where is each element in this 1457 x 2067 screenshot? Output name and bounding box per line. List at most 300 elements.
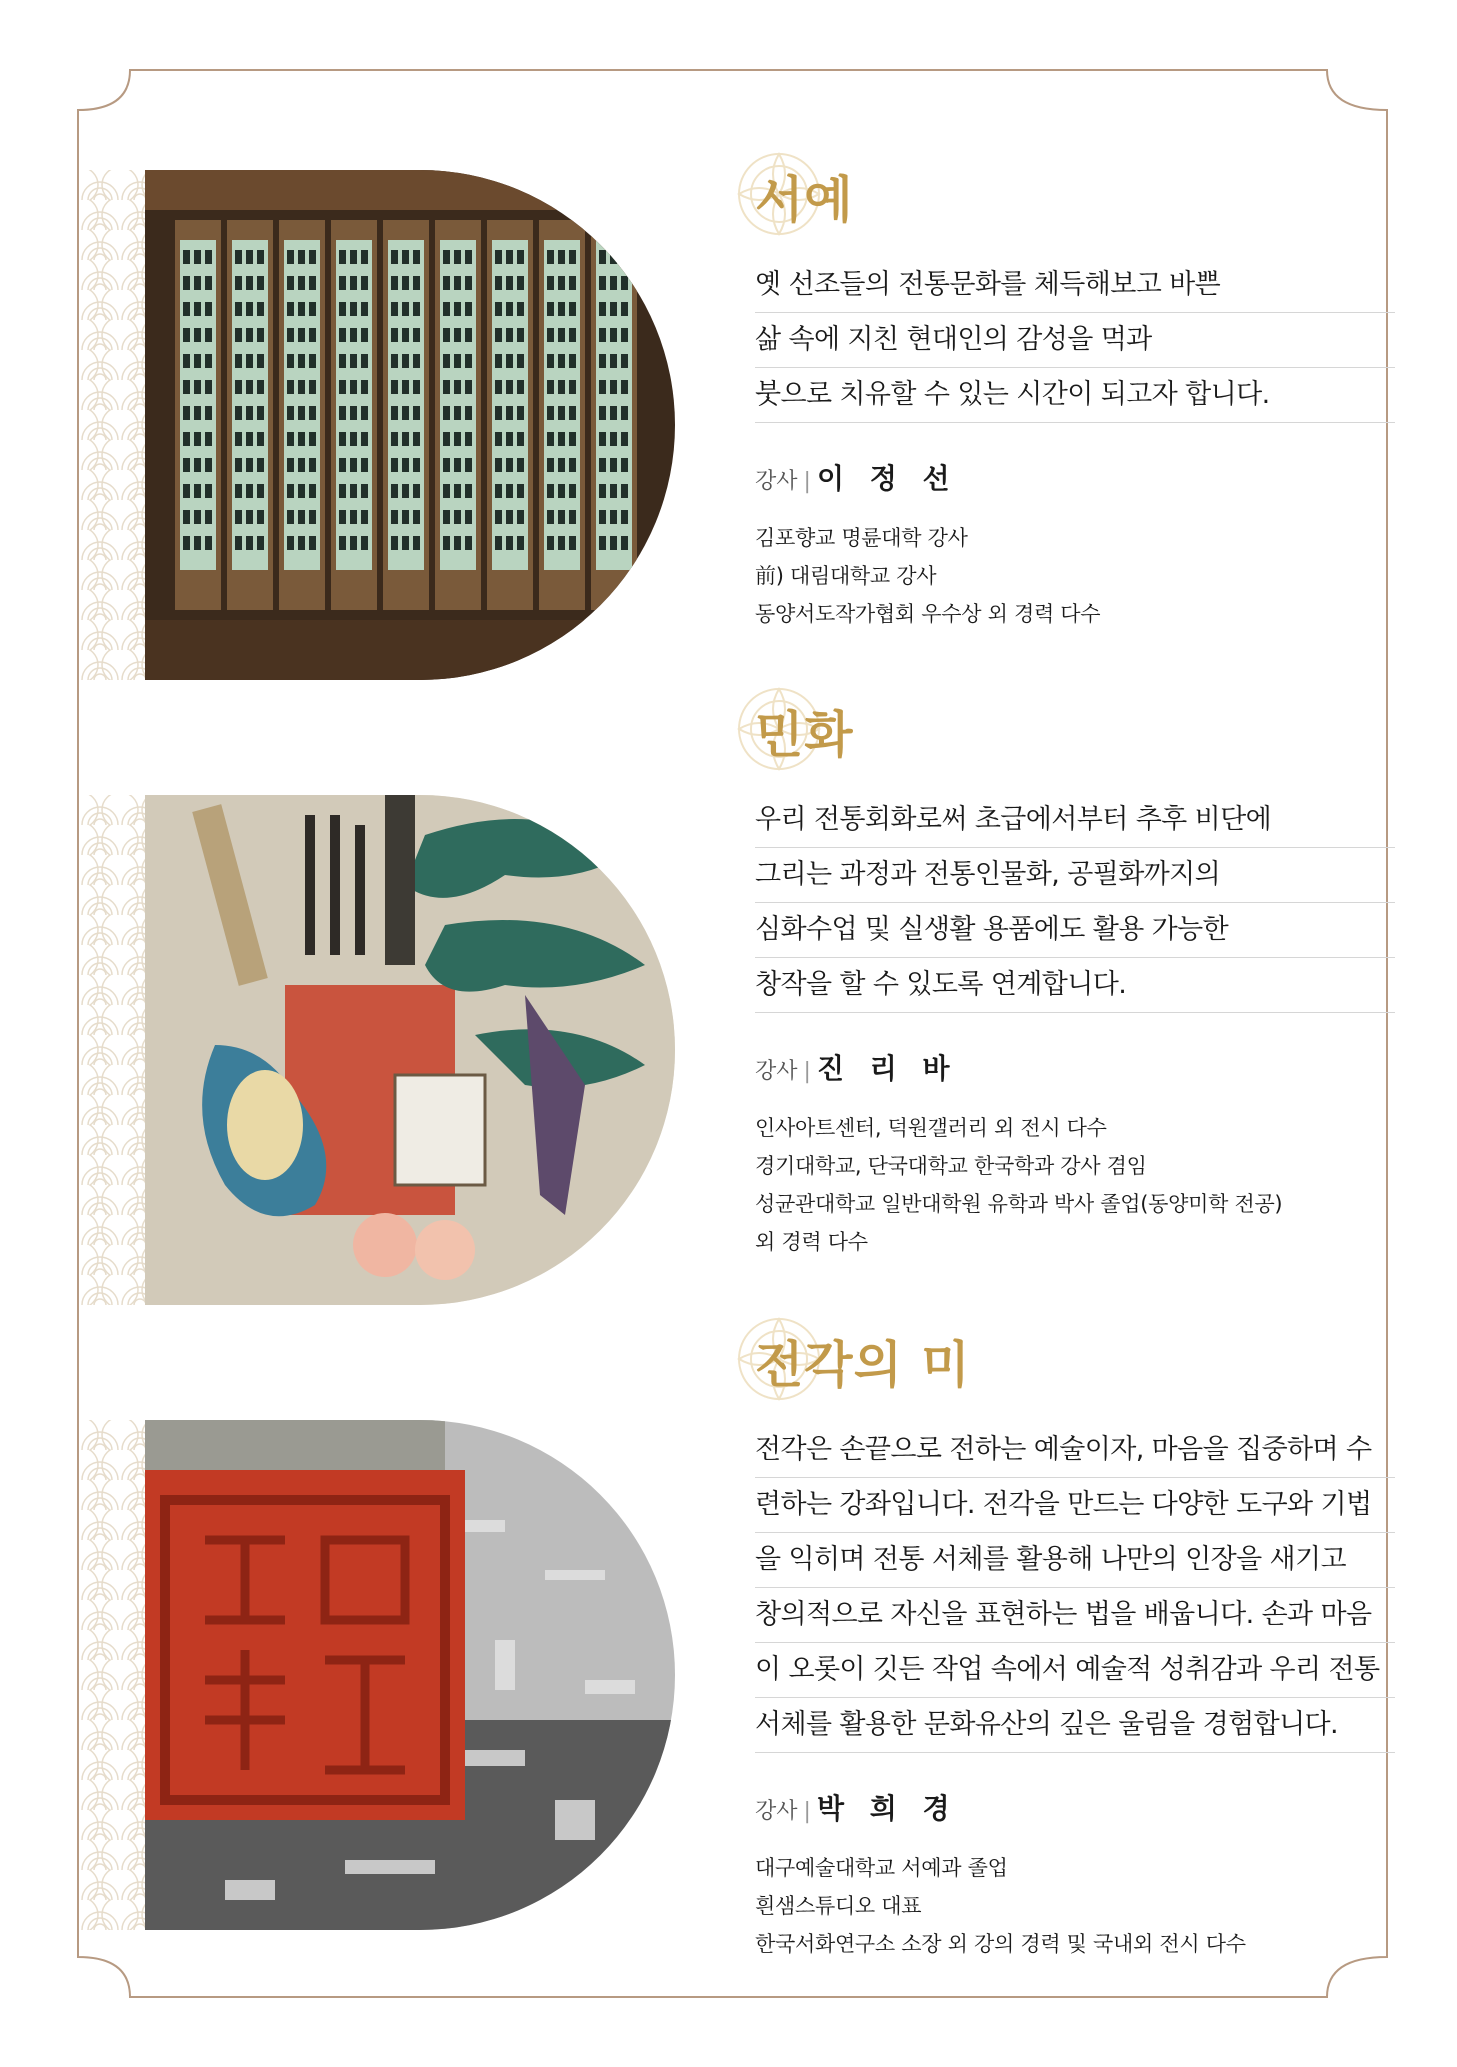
- calligraphy-stroke: [547, 328, 554, 342]
- calligraphy-stroke: [287, 510, 294, 524]
- instructor-separator: |: [803, 469, 811, 494]
- calligraphy-stroke: [454, 354, 461, 368]
- calligraphy-stroke: [454, 484, 461, 498]
- calligraphy-stroke: [194, 510, 201, 524]
- calligraphy-stroke: [350, 458, 357, 472]
- calligraphy-stroke: [205, 458, 212, 472]
- calligraphy-stroke: [610, 354, 617, 368]
- calligraphy-stroke: [361, 432, 368, 446]
- calligraphy-stroke: [443, 302, 450, 316]
- calligraphy-stroke: [610, 328, 617, 342]
- calligraphy-stroke: [183, 380, 190, 394]
- calligraphy-stroke: [443, 432, 450, 446]
- calligraphy-stroke: [309, 276, 316, 290]
- calligraphy-stroke: [235, 328, 242, 342]
- calligraphy-stroke: [309, 380, 316, 394]
- calligraphy-stroke: [194, 354, 201, 368]
- calligraphy-stroke: [257, 406, 264, 420]
- description-line: 을 익히며 전통 서체를 활용해 나만의 인장을 새기고: [755, 1533, 1395, 1588]
- calligraphy-stroke: [235, 354, 242, 368]
- calligraphy-stroke: [350, 354, 357, 368]
- calligraphy-stroke: [309, 432, 316, 446]
- description-line: 서체를 활용한 문화유산의 깊은 울림을 경험합니다.: [755, 1698, 1395, 1753]
- calligraphy-stroke: [454, 302, 461, 316]
- calligraphy-stroke: [599, 354, 606, 368]
- calligraphy-stroke: [391, 536, 398, 550]
- calligraphy-stroke: [443, 276, 450, 290]
- calligraphy-stroke: [391, 276, 398, 290]
- calligraphy-stroke: [257, 536, 264, 550]
- calligraphy-stroke: [183, 484, 190, 498]
- calligraphy-stroke: [361, 250, 368, 264]
- calligraphy-stroke: [350, 276, 357, 290]
- minhwa-painting-image: [145, 795, 675, 1305]
- calligraphy-stroke: [558, 380, 565, 394]
- calligraphy-stroke: [309, 536, 316, 550]
- calligraphy-stroke: [246, 328, 253, 342]
- calligraphy-stroke: [506, 406, 513, 420]
- calligraphy-stroke: [391, 432, 398, 446]
- calligraphy-stroke: [465, 536, 472, 550]
- calligraphy-stroke: [517, 510, 524, 524]
- calligraphy-stroke: [402, 328, 409, 342]
- calligraphy-stroke: [350, 302, 357, 316]
- calligraphy-stroke: [454, 510, 461, 524]
- calligraphy-stroke: [569, 354, 576, 368]
- section-description: [755, 793, 1395, 1013]
- calligraphy-stroke: [339, 276, 346, 290]
- calligraphy-stroke: [454, 406, 461, 420]
- calligraphy-stroke: [547, 380, 554, 394]
- calligraphy-stroke: [183, 250, 190, 264]
- instructor: [755, 1787, 1395, 1827]
- calligraphy-stroke: [465, 484, 472, 498]
- calligraphy-stroke: [443, 406, 450, 420]
- calligraphy-stroke: [246, 510, 253, 524]
- calligraphy-stroke: [569, 250, 576, 264]
- calligraphy-stroke: [517, 406, 524, 420]
- calligraphy-stroke: [309, 328, 316, 342]
- instructor-name: 이 정 선: [816, 462, 958, 495]
- career-item: 김포향교 명륜대학 강사: [755, 526, 968, 550]
- calligraphy-stroke: [402, 380, 409, 394]
- calligraphy-stroke: [194, 432, 201, 446]
- calligraphy-stroke: [287, 484, 294, 498]
- calligraphy-stroke: [309, 406, 316, 420]
- calligraphy-stroke: [517, 380, 524, 394]
- calligraphy-stroke: [599, 406, 606, 420]
- calligraphy-stroke: [558, 250, 565, 264]
- calligraphy-stroke: [599, 328, 606, 342]
- calligraphy-stroke: [257, 276, 264, 290]
- calligraphy-stroke: [506, 380, 513, 394]
- calligraphy-stroke: [246, 484, 253, 498]
- instructor-label: 강사: [755, 469, 798, 494]
- calligraphy-stroke: [517, 484, 524, 498]
- calligraphy-stroke: [402, 510, 409, 524]
- calligraphy-stroke: [205, 250, 212, 264]
- calligraphy-stroke: [287, 328, 294, 342]
- calligraphy-stroke: [339, 328, 346, 342]
- calligraphy-stroke: [402, 250, 409, 264]
- calligraphy-stroke: [558, 276, 565, 290]
- calligraphy-stroke: [350, 380, 357, 394]
- calligraphy-stroke: [361, 510, 368, 524]
- calligraphy-stroke: [569, 328, 576, 342]
- calligraphy-stroke: [506, 276, 513, 290]
- calligraphy-stroke: [465, 432, 472, 446]
- section-title: 전각의 미: [755, 1336, 971, 1394]
- calligraphy-stroke: [610, 484, 617, 498]
- calligraphy-stroke: [309, 458, 316, 472]
- calligraphy-stroke: [350, 432, 357, 446]
- calligraphy-stroke: [194, 536, 201, 550]
- calligraphy-stroke: [569, 432, 576, 446]
- calligraphy-stroke: [547, 510, 554, 524]
- calligraphy-stroke: [298, 276, 305, 290]
- instructor-separator: |: [803, 1799, 811, 1824]
- calligraphy-stroke: [205, 302, 212, 316]
- calligraphy-stroke: [194, 250, 201, 264]
- section-description: [755, 258, 1395, 423]
- calligraphy-stroke: [391, 510, 398, 524]
- calligraphy-stroke: [621, 328, 628, 342]
- career-item: 외 경력 다수: [755, 1230, 868, 1254]
- calligraphy-stroke: [495, 484, 502, 498]
- calligraphy-stroke: [413, 406, 420, 420]
- calligraphy-stroke: [402, 458, 409, 472]
- calligraphy-stroke: [558, 484, 565, 498]
- calligraphy-stroke: [402, 432, 409, 446]
- calligraphy-stroke: [205, 354, 212, 368]
- career-item: 인사아트센터, 덕원갤러리 외 전시 다수: [755, 1116, 1107, 1140]
- calligraphy-stroke: [298, 458, 305, 472]
- calligraphy-stroke: [339, 432, 346, 446]
- calligraphy-stroke: [257, 354, 264, 368]
- calligraphy-stroke: [517, 276, 524, 290]
- calligraphy-stroke: [517, 302, 524, 316]
- calligraphy-stroke: [339, 536, 346, 550]
- instructor-label: 강사: [755, 1059, 798, 1084]
- calligraphy-stroke: [257, 250, 264, 264]
- calligraphy-stroke: [194, 328, 201, 342]
- calligraphy-stroke: [413, 328, 420, 342]
- calligraphy-stroke: [506, 328, 513, 342]
- calligraphy-stroke: [361, 328, 368, 342]
- calligraphy-stroke: [621, 432, 628, 446]
- calligraphy-stroke: [413, 380, 420, 394]
- calligraphy-stroke: [257, 510, 264, 524]
- calligraphy-stroke: [257, 328, 264, 342]
- calligraphy-stroke: [309, 510, 316, 524]
- calligraphy-stroke: [558, 510, 565, 524]
- calligraphy-stroke: [298, 484, 305, 498]
- calligraphy-stroke: [569, 276, 576, 290]
- calligraphy-stroke: [257, 458, 264, 472]
- calligraphy-stroke: [443, 328, 450, 342]
- description-line: 전각은 손끝으로 전하는 예술이자, 마음을 집중하며 수: [755, 1423, 1395, 1478]
- calligraphy-stroke: [391, 406, 398, 420]
- career-item: 한국서화연구소 소장 외 강의 경력 및 국내외 전시 다수: [755, 1932, 1246, 1956]
- calligraphy-stroke: [558, 536, 565, 550]
- calligraphy-stroke: [235, 302, 242, 316]
- calligraphy-stroke: [413, 354, 420, 368]
- calligraphy-stroke: [465, 458, 472, 472]
- calligraphy-stroke: [506, 432, 513, 446]
- calligraphy-stroke: [495, 406, 502, 420]
- calligraphy-stroke: [402, 302, 409, 316]
- career-item: 대구예술대학교 서예과 졸업: [755, 1856, 1008, 1880]
- calligraphy-stroke: [495, 536, 502, 550]
- calligraphy-stroke: [298, 432, 305, 446]
- calligraphy-stroke: [517, 458, 524, 472]
- calligraphy-stroke: [547, 354, 554, 368]
- calligraphy-stroke: [350, 536, 357, 550]
- calligraphy-stroke: [569, 510, 576, 524]
- calligraphy-stroke: [610, 432, 617, 446]
- calligraphy-stroke: [610, 406, 617, 420]
- calligraphy-stroke: [599, 380, 606, 394]
- calligraphy-stroke: [443, 380, 450, 394]
- calligraphy-stroke: [621, 406, 628, 420]
- calligraphy-stroke: [246, 354, 253, 368]
- calligraphy-stroke: [391, 250, 398, 264]
- calligraphy-stroke: [287, 406, 294, 420]
- calligraphy-stroke: [610, 302, 617, 316]
- calligraphy-stroke: [495, 250, 502, 264]
- calligraphy-stroke: [298, 354, 305, 368]
- calligraphy-stroke: [558, 458, 565, 472]
- instructor: [755, 457, 1395, 497]
- calligraphy-stroke: [443, 250, 450, 264]
- calligraphy-stroke: [205, 536, 212, 550]
- calligraphy-stroke: [298, 302, 305, 316]
- calligraphy-stroke: [495, 328, 502, 342]
- calligraphy-stroke: [287, 380, 294, 394]
- calligraphy-stroke: [246, 276, 253, 290]
- calligraphy-stroke: [350, 484, 357, 498]
- carved-seal-image: [145, 1420, 675, 1930]
- calligraphy-stroke: [621, 536, 628, 550]
- calligraphy-stroke: [454, 432, 461, 446]
- section-calligraphy: [755, 160, 1395, 633]
- calligraphy-stroke: [610, 380, 617, 394]
- calligraphy-stroke: [194, 406, 201, 420]
- calligraphy-stroke: [402, 406, 409, 420]
- calligraphy-stroke: [402, 484, 409, 498]
- calligraphy-stroke: [235, 380, 242, 394]
- calligraphy-stroke: [309, 484, 316, 498]
- description-line: 삶 속에 지친 현대인의 감성을 먹과: [755, 313, 1395, 368]
- calligraphy-stroke: [183, 302, 190, 316]
- calligraphy-stroke: [183, 536, 190, 550]
- calligraphy-stroke: [194, 458, 201, 472]
- calligraphy-stroke: [235, 432, 242, 446]
- calligraphy-stroke: [610, 536, 617, 550]
- instructor-label: 강사: [755, 1799, 798, 1824]
- calligraphy-stroke: [517, 328, 524, 342]
- calligraphy-stroke: [339, 354, 346, 368]
- calligraphy-stroke: [610, 510, 617, 524]
- calligraphy-stroke: [495, 302, 502, 316]
- calligraphy-stroke: [183, 510, 190, 524]
- calligraphy-stroke: [621, 276, 628, 290]
- description-line: 옛 선조들의 전통문화를 체득해보고 바쁜: [755, 258, 1395, 313]
- instructor-name: 진 리 바: [816, 1052, 958, 1085]
- calligraphy-stroke: [309, 354, 316, 368]
- calligraphy-stroke: [547, 406, 554, 420]
- calligraphy-stroke: [361, 354, 368, 368]
- calligraphy-stroke: [350, 328, 357, 342]
- section-title: 민화: [755, 706, 854, 764]
- calligraphy-stroke: [495, 276, 502, 290]
- calligraphy-stroke: [495, 510, 502, 524]
- calligraphy-stroke: [547, 302, 554, 316]
- calligraphy-stroke: [621, 354, 628, 368]
- calligraphy-stroke: [257, 302, 264, 316]
- calligraphy-stroke: [205, 328, 212, 342]
- calligraphy-stroke: [194, 276, 201, 290]
- calligraphy-stroke: [391, 328, 398, 342]
- career-item: 동양서도작가협회 우수상 외 경력 다수: [755, 602, 1101, 626]
- calligraphy-stroke: [569, 458, 576, 472]
- calligraphy-stroke: [465, 328, 472, 342]
- calligraphy-stroke: [443, 458, 450, 472]
- calligraphy-stroke: [454, 536, 461, 550]
- calligraphy-stroke: [402, 276, 409, 290]
- calligraphy-stroke: [506, 354, 513, 368]
- calligraphy-stroke: [443, 354, 450, 368]
- calligraphy-stroke: [506, 536, 513, 550]
- calligraphy-stroke: [246, 380, 253, 394]
- section-title: 서예: [755, 171, 854, 229]
- calligraphy-stroke: [205, 406, 212, 420]
- calligraphy-stroke: [183, 406, 190, 420]
- calligraphy-stroke: [547, 458, 554, 472]
- instructor-separator: |: [803, 1059, 811, 1084]
- calligraphy-stroke: [558, 354, 565, 368]
- calligraphy-stroke: [309, 250, 316, 264]
- calligraphy-stroke: [194, 484, 201, 498]
- calligraphy-stroke: [235, 536, 242, 550]
- description-line: 붓으로 치유할 수 있는 시간이 되고자 합니다.: [755, 368, 1395, 423]
- calligraphy-stroke: [443, 536, 450, 550]
- calligraphy-stroke: [599, 432, 606, 446]
- calligraphy-stroke: [235, 250, 242, 264]
- calligraphy-stroke: [599, 276, 606, 290]
- instructor: [755, 1047, 1395, 1087]
- description-line: 창의적으로 자신을 표현하는 법을 배웁니다. 손과 마음: [755, 1588, 1395, 1643]
- calligraphy-stroke: [361, 302, 368, 316]
- calligraphy-stroke: [246, 302, 253, 316]
- calligraphy-stroke: [287, 432, 294, 446]
- calligraphy-stroke: [339, 302, 346, 316]
- calligraphy-stroke: [183, 276, 190, 290]
- calligraphy-stroke: [547, 536, 554, 550]
- calligraphy-stroke: [235, 484, 242, 498]
- calligraphy-stroke: [246, 536, 253, 550]
- calligraphy-stroke: [517, 432, 524, 446]
- calligraphy-stroke: [246, 250, 253, 264]
- calligraphy-stroke: [257, 380, 264, 394]
- calligraphy-stroke: [413, 276, 420, 290]
- calligraphy-stroke: [194, 302, 201, 316]
- calligraphy-stroke: [287, 250, 294, 264]
- calligraphy-stroke: [558, 432, 565, 446]
- calligraphy-stroke: [235, 458, 242, 472]
- calligraphy-stroke: [391, 380, 398, 394]
- calligraphy-stroke: [361, 380, 368, 394]
- calligraphy-stroke: [569, 302, 576, 316]
- calligraphy-stroke: [246, 406, 253, 420]
- instructor-career: [755, 1109, 1395, 1261]
- calligraphy-stroke: [495, 432, 502, 446]
- calligraphy-stroke: [558, 302, 565, 316]
- calligraphy-stroke: [610, 458, 617, 472]
- calligraphy-stroke: [183, 354, 190, 368]
- calligraphy-stroke: [599, 250, 606, 264]
- calligraphy-stroke: [361, 458, 368, 472]
- calligraphy-stroke: [391, 484, 398, 498]
- calligraphy-stroke: [413, 510, 420, 524]
- career-item: 前) 대림대학교 강사: [755, 564, 937, 588]
- calligraphy-stroke: [246, 458, 253, 472]
- calligraphy-stroke: [465, 406, 472, 420]
- calligraphy-stroke: [205, 484, 212, 498]
- calligraphy-stroke: [183, 432, 190, 446]
- calligraphy-stroke: [599, 458, 606, 472]
- calligraphy-stroke: [183, 458, 190, 472]
- career-item: 경기대학교, 단국대학교 한국학과 강사 겸임: [755, 1154, 1147, 1178]
- calligraphy-stroke: [350, 250, 357, 264]
- calligraphy-stroke: [506, 510, 513, 524]
- calligraphy-stroke: [413, 250, 420, 264]
- description-line: 이 오롯이 깃든 작업 속에서 예술적 성취감과 우리 전통: [755, 1643, 1395, 1698]
- section-minhwa: [755, 695, 1395, 1261]
- calligraphy-stroke: [361, 484, 368, 498]
- calligraphy-stroke: [391, 302, 398, 316]
- calligraphy-stroke: [495, 458, 502, 472]
- calligraphy-stroke: [569, 536, 576, 550]
- calligraphy-stroke: [287, 302, 294, 316]
- calligraphy-stroke: [235, 276, 242, 290]
- calligraphy-stroke: [454, 458, 461, 472]
- calligraphy-stroke: [287, 536, 294, 550]
- calligraphy-stroke: [413, 302, 420, 316]
- calligraphy-stroke: [235, 406, 242, 420]
- calligraphy-stroke: [621, 458, 628, 472]
- calligraphy-stroke: [621, 302, 628, 316]
- calligraphy-stroke: [339, 250, 346, 264]
- description-line: 우리 전통회화로써 초급에서부터 추후 비단에: [755, 793, 1395, 848]
- calligraphy-stroke: [413, 484, 420, 498]
- calligraphy-stroke: [339, 484, 346, 498]
- calligraphy-stroke: [246, 432, 253, 446]
- calligraphy-stroke: [610, 276, 617, 290]
- calligraphy-stroke: [621, 484, 628, 498]
- calligraphy-stroke: [465, 354, 472, 368]
- calligraphy-stroke: [465, 250, 472, 264]
- calligraphy-stroke: [547, 276, 554, 290]
- calligraphy-stroke: [391, 354, 398, 368]
- calligraphy-stroke: [465, 510, 472, 524]
- calligraphy-stroke: [454, 328, 461, 342]
- calligraphy-stroke: [298, 510, 305, 524]
- career-item: 성균관대학교 일반대학원 유학과 박사 졸업(동양미학 전공): [755, 1192, 1283, 1216]
- instructor-career: [755, 1849, 1395, 1963]
- calligraphy-stroke: [517, 354, 524, 368]
- calligraphy-stroke: [495, 354, 502, 368]
